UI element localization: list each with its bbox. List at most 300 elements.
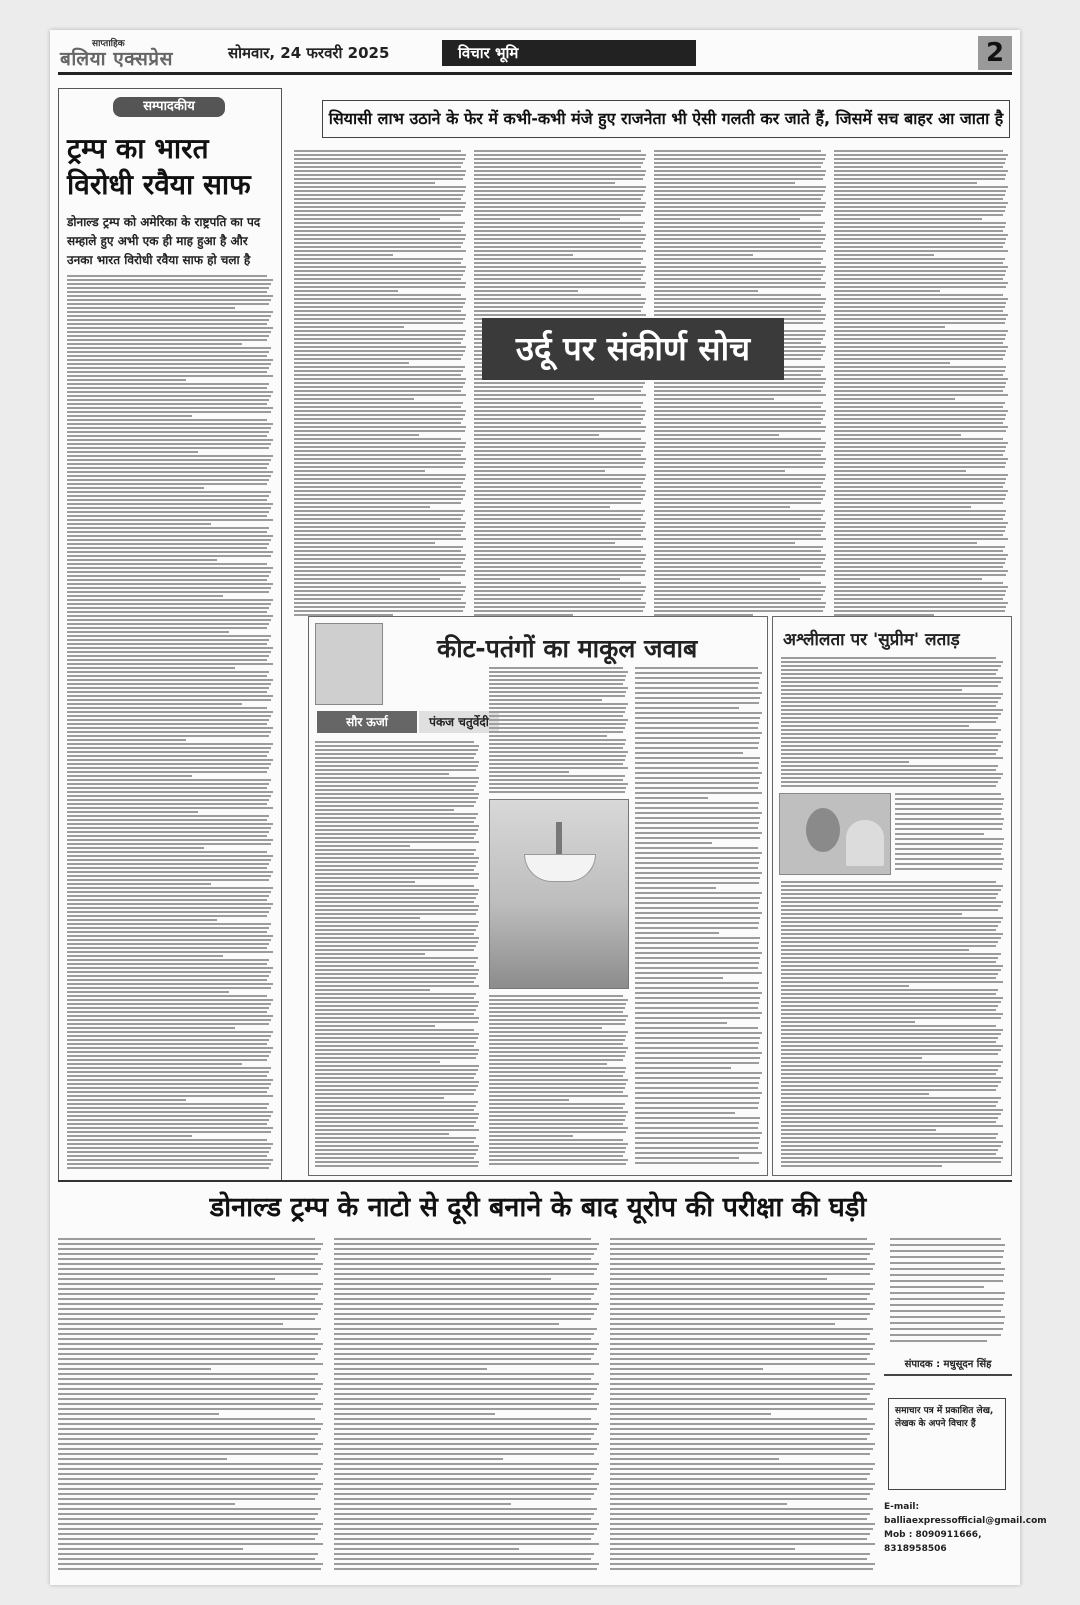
text-line: [315, 765, 478, 767]
text-line: [58, 1328, 321, 1330]
text-line: [67, 935, 273, 937]
text-line: [334, 1513, 594, 1515]
text-line: [294, 566, 461, 568]
text-line: [834, 278, 1003, 280]
text-line: [654, 510, 825, 512]
text-line: [334, 1418, 591, 1420]
text-line: [654, 290, 758, 292]
text-line: [294, 334, 465, 336]
text-line: [654, 506, 790, 508]
text-line: [67, 779, 271, 781]
text-line: [294, 398, 414, 400]
text-line: [294, 594, 463, 596]
text-line: [489, 1111, 628, 1113]
text-line: [334, 1328, 597, 1330]
text-line: [781, 973, 998, 975]
text-line: [489, 1151, 625, 1153]
text-line: [610, 1273, 870, 1275]
contact-email: E-mail: balliaexpressofficial@gmail.com: [884, 1502, 1047, 1526]
text-line: [58, 1428, 321, 1430]
text-line: [474, 178, 643, 180]
text-line: [610, 1333, 870, 1335]
text-line: [834, 218, 982, 220]
text-line: [635, 877, 760, 879]
text-line: [654, 426, 826, 428]
text-line: [635, 1077, 760, 1079]
text-line: [315, 1081, 479, 1083]
text-line: [315, 1065, 479, 1067]
text-line: [654, 598, 821, 600]
text-line: [654, 450, 823, 452]
text-line: [294, 230, 461, 232]
text-line: [315, 965, 474, 967]
text-line: [610, 1523, 875, 1525]
text-line: [58, 1443, 323, 1445]
text-line: [489, 1147, 626, 1149]
text-line: [294, 182, 435, 184]
text-line: [474, 154, 646, 156]
text-line: [654, 250, 826, 252]
text-line: [654, 302, 825, 304]
text-line: [294, 210, 463, 212]
text-line: [67, 975, 269, 977]
text-line: [781, 933, 1003, 935]
text-line: [67, 743, 273, 745]
text-line: [834, 490, 1008, 492]
text-line: [67, 1087, 269, 1089]
text-line: [610, 1298, 867, 1300]
text-line: [294, 406, 461, 408]
text-line: [890, 1298, 1004, 1300]
text-line: [781, 1125, 1003, 1127]
text-line: [294, 330, 466, 332]
text-line: [781, 965, 1003, 967]
main-article-column-4: [834, 150, 1010, 620]
text-line: [654, 406, 821, 408]
text-line: [334, 1263, 599, 1265]
text-line: [67, 351, 269, 353]
text-line: [474, 262, 641, 264]
text-line: [489, 1063, 607, 1065]
text-line: [315, 913, 476, 915]
text-line: [781, 1005, 998, 1007]
text-line: [67, 971, 271, 973]
text-line: [635, 787, 758, 789]
text-line: [654, 466, 823, 468]
text-line: [635, 1162, 759, 1164]
text-line: [67, 387, 267, 389]
text-line: [67, 579, 267, 581]
text-line: [635, 1122, 759, 1124]
text-line: [474, 422, 641, 424]
text-line: [635, 1087, 758, 1089]
text-line: [474, 426, 646, 428]
text-line: [834, 594, 1005, 596]
text-line: [67, 799, 269, 801]
text-line: [67, 567, 273, 569]
text-line: [67, 355, 267, 357]
text-line: [474, 594, 643, 596]
text-line: [315, 937, 479, 939]
text-line: [635, 827, 758, 829]
text-line: [67, 451, 198, 453]
text-line: [610, 1388, 873, 1390]
text-line: [654, 190, 825, 192]
text-line: [654, 410, 826, 412]
text-line: [67, 927, 269, 929]
text-line: [58, 1518, 315, 1520]
text-line: [654, 530, 823, 532]
text-line: [834, 398, 955, 400]
text-line: [58, 1463, 323, 1465]
text-line: [635, 777, 760, 779]
text-line: [58, 1278, 275, 1280]
text-line: [834, 298, 1008, 300]
text-line: [67, 587, 271, 589]
text-line: [834, 562, 1005, 564]
text-line: [474, 162, 643, 164]
text-line: [67, 795, 271, 797]
text-line: [67, 895, 269, 897]
text-line: [67, 923, 271, 925]
text-line: [834, 214, 1003, 216]
text-line: [834, 266, 1008, 268]
text-line: [294, 526, 465, 528]
text-line: [654, 482, 823, 484]
text-line: [294, 250, 466, 252]
text-line: [489, 1007, 625, 1009]
text-line: [890, 1328, 1003, 1330]
text-line: [474, 310, 641, 312]
text-line: [294, 254, 393, 256]
text-line: [58, 1343, 323, 1345]
text-line: [315, 817, 476, 819]
text-line: [654, 382, 825, 384]
text-line: [635, 672, 762, 674]
text-line: [67, 995, 267, 997]
text-line: [890, 1286, 984, 1288]
text-line: [58, 1393, 318, 1395]
text-line: [67, 295, 273, 297]
text-line: [294, 338, 463, 340]
text-line: [489, 739, 626, 741]
text-line: [489, 999, 628, 1001]
text-line: [489, 1123, 623, 1125]
text-line: [489, 1099, 569, 1101]
text-line: [67, 503, 273, 505]
text-line: [834, 154, 1008, 156]
text-line: [474, 410, 646, 412]
text-line: [834, 362, 950, 364]
text-line: [67, 771, 267, 773]
text-line: [635, 867, 758, 869]
text-line: [834, 198, 1003, 200]
text-line: [610, 1423, 875, 1425]
text-line: [834, 210, 1005, 212]
text-line: [474, 158, 645, 160]
text-line: [610, 1528, 873, 1530]
text-line: [781, 881, 996, 883]
text-line: [635, 1112, 735, 1114]
text-line: [294, 442, 466, 444]
text-line: [895, 803, 1003, 805]
text-line: [834, 246, 1003, 248]
text-line: [474, 610, 643, 612]
text-line: [334, 1298, 591, 1300]
text-line: [67, 807, 273, 809]
text-line: [294, 226, 463, 228]
text-line: [58, 1388, 321, 1390]
text-line: [474, 166, 641, 168]
text-line: [654, 254, 753, 256]
text-line: [315, 841, 479, 843]
text-line: [489, 703, 628, 705]
text-line: [654, 394, 826, 396]
text-line: [489, 1079, 628, 1081]
text-line: [781, 1081, 1001, 1083]
text-line: [58, 1303, 323, 1305]
text-line: [781, 669, 998, 671]
text-line: [474, 438, 641, 440]
bottom-article-headline: डोनाल्ड ट्रम्प के नाटो से दूरी बनाने के बाद यूरोप की परीक्षा की घड़ी: [209, 1192, 867, 1223]
text-line: [834, 254, 934, 256]
text-line: [67, 1143, 273, 1145]
trap-pole: [556, 822, 562, 856]
text-line: [781, 893, 998, 895]
text-line: [834, 606, 1006, 608]
text-line: [474, 186, 646, 188]
text-line: [890, 1268, 1005, 1270]
text-line: [610, 1303, 875, 1305]
text-line: [294, 522, 466, 524]
text-line: [315, 813, 478, 815]
text-line: [834, 582, 1003, 584]
text-line: [610, 1408, 873, 1410]
text-line: [67, 555, 271, 557]
text-line: [67, 959, 269, 961]
text-line: [334, 1558, 591, 1560]
text-line: [334, 1563, 599, 1565]
text-line: [834, 578, 982, 580]
text-line: [890, 1316, 1005, 1318]
text-line: [610, 1283, 875, 1285]
newspaper-page: [50, 30, 1047, 1585]
text-line: [474, 214, 641, 216]
text-line: [294, 286, 465, 288]
text-line: [474, 222, 645, 224]
text-line: [635, 937, 760, 939]
text-line: [315, 845, 410, 847]
text-line: [635, 792, 762, 794]
text-line: [315, 1157, 474, 1159]
person-figure: [806, 808, 840, 852]
supreme-court-article-side-text: [895, 793, 1005, 875]
text-line: [834, 382, 1006, 384]
editorial-title: ट्रम्प का भारत विरोधी रवैया साफ: [67, 132, 251, 201]
text-line: [635, 697, 760, 699]
text-line: [294, 610, 463, 612]
text-line: [890, 1244, 1005, 1246]
text-line: [834, 170, 1008, 172]
text-line: [67, 887, 273, 889]
text-line: [334, 1303, 599, 1305]
text-line: [474, 454, 641, 456]
text-line: [315, 989, 430, 991]
text-line: [58, 1503, 235, 1505]
text-line: [489, 1023, 625, 1025]
text-line: [294, 374, 461, 376]
text-line: [654, 454, 821, 456]
text-line: [67, 419, 267, 421]
text-line: [294, 474, 466, 476]
text-line: [635, 1007, 758, 1009]
text-line: [781, 733, 998, 735]
text-line: [58, 1498, 315, 1500]
text-line: [610, 1398, 867, 1400]
text-line: [67, 527, 269, 529]
text-line: [474, 506, 610, 508]
text-line: [474, 498, 643, 500]
text-line: [489, 1031, 628, 1033]
text-line: [635, 692, 762, 694]
text-line: [489, 1127, 628, 1129]
text-line: [781, 693, 1003, 695]
text-line: [489, 1015, 628, 1017]
supreme-court-article-box: [772, 616, 1012, 1176]
text-line: [315, 1089, 476, 1091]
text-line: [890, 1280, 1003, 1282]
text-line: [474, 226, 643, 228]
pest-article-box: [308, 616, 768, 1176]
text-line: [834, 394, 1008, 396]
text-line: [67, 1127, 273, 1129]
text-line: [334, 1553, 594, 1555]
text-line: [654, 486, 821, 488]
text-line: [334, 1368, 487, 1370]
text-line: [474, 170, 646, 172]
text-line: [294, 178, 463, 180]
text-line: [294, 422, 461, 424]
text-line: [654, 170, 826, 172]
text-line: [334, 1493, 594, 1495]
text-line: [294, 430, 465, 432]
text-line: [489, 731, 623, 733]
text-line: [315, 1149, 478, 1151]
text-line: [895, 868, 1002, 870]
text-line: [610, 1473, 870, 1475]
text-line: [610, 1518, 867, 1520]
text-line: [781, 717, 998, 719]
text-line: [67, 523, 211, 525]
text-line: [635, 732, 762, 734]
text-line: [67, 347, 271, 349]
text-line: [654, 214, 821, 216]
text-line: [294, 502, 461, 504]
text-line: [781, 1113, 1001, 1115]
text-line: [781, 909, 998, 911]
text-line: [781, 1033, 1001, 1035]
text-line: [781, 705, 996, 707]
text-line: [334, 1443, 599, 1445]
text-line: [315, 1021, 478, 1023]
text-line: [294, 598, 461, 600]
text-line: [67, 1083, 271, 1085]
text-line: [635, 722, 759, 724]
text-line: [489, 1163, 626, 1165]
text-line: [781, 753, 996, 755]
text-line: [654, 574, 825, 576]
text-line: [315, 1101, 478, 1103]
text-line: [67, 671, 269, 673]
text-line: [334, 1343, 599, 1345]
text-line: [610, 1468, 873, 1470]
text-line: [334, 1373, 594, 1375]
text-line: [294, 366, 465, 368]
author-name: पंकज चतुर्वेदी: [419, 711, 499, 733]
text-line: [294, 282, 466, 284]
text-line: [334, 1478, 591, 1480]
text-line: [635, 802, 759, 804]
text-line: [294, 458, 466, 460]
text-line: [610, 1568, 873, 1570]
text-line: [610, 1238, 867, 1240]
text-line: [67, 1163, 271, 1165]
text-line: [635, 942, 759, 944]
text-line: [294, 246, 461, 248]
text-line: [67, 655, 269, 657]
text-line: [67, 1011, 267, 1013]
text-line: [610, 1428, 873, 1430]
text-line: [489, 691, 626, 693]
text-line: [654, 194, 823, 196]
text-line: [67, 787, 267, 789]
text-line: [315, 897, 476, 899]
text-line: [315, 1153, 476, 1155]
text-line: [781, 901, 1003, 903]
text-line: [67, 855, 273, 857]
text-line: [294, 534, 461, 536]
text-line: [294, 586, 466, 588]
text-line: [334, 1438, 591, 1440]
text-line: [67, 967, 273, 969]
text-line: [834, 306, 1005, 308]
text-line: [781, 1157, 1003, 1159]
text-line: [67, 519, 273, 521]
text-line: [334, 1498, 591, 1500]
text-line: [315, 921, 479, 923]
text-line: [834, 178, 1005, 180]
text-line: [635, 842, 712, 844]
text-line: [67, 1051, 271, 1053]
text-line: [489, 1131, 626, 1133]
text-line: [67, 615, 273, 617]
text-line: [834, 506, 971, 508]
text-line: [781, 957, 998, 959]
text-line: [67, 447, 269, 449]
text-line: [781, 1049, 1001, 1051]
text-line: [654, 546, 823, 548]
text-line: [834, 466, 1005, 468]
text-line: [315, 889, 479, 891]
text-line: [315, 1141, 474, 1143]
text-line: [294, 150, 461, 152]
text-line: [58, 1293, 318, 1295]
text-line: [294, 310, 461, 312]
text-line: [315, 1037, 478, 1039]
text-line: [67, 695, 273, 697]
editorial-box: [58, 88, 282, 1182]
text-line: [67, 931, 267, 933]
